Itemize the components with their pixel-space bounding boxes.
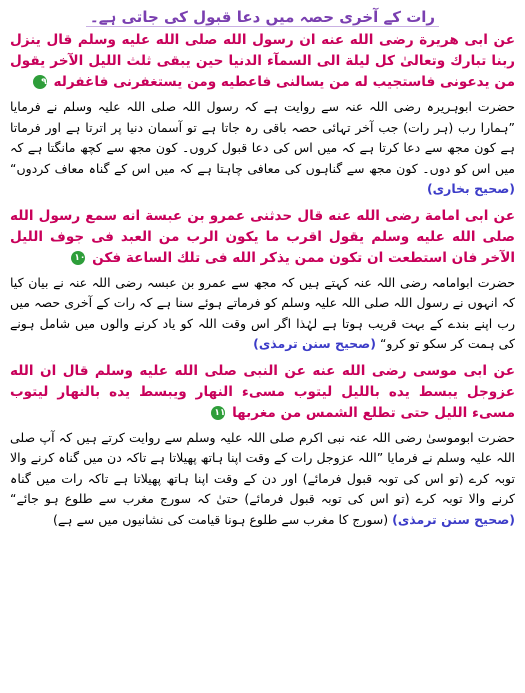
hadith-2-reference: (صحیح سنن ترمذی) [253,336,376,351]
hadith-2-number-badge: ۱۰ [71,251,85,265]
hadith-1-arabic-text: عن ابی هریرة رضی الله عنه ان رسول الله صلی الله علیه وسلم قال ینزل ربنا تبارك وتعالیٰ کل لیلة الی السمآء الدنیا حین یبقی ثلث اللیل الآخر یقول من یدعونی فاستجیب له من یسالنی فاعطیه ومن یستغفرنی فاغفرله [10,32,515,90]
hadith-block-3 [10,361,515,531]
hadith-block-2 [10,206,515,355]
page-heading-text: رات کے آخری حصہ میں دعا قبول کی جاتی ہے۔ [86,8,439,27]
page-heading [10,8,515,26]
hadith-1-number-badge: ۹ [33,75,47,89]
hadith-3-translation [10,428,515,531]
hadith-3-arabic [10,361,515,424]
hadith-3-urdu-text: حضرت ابوموسیٰ رضی اللہ عنہ نبی اکرم صلی اللہ علیہ وسلم سے روایت کرتے ہیں کہ آپ صلی اللہ علیہ وسلم نے فرمایا ”اللہ عزوجل رات کے وقت اپنا ہاتھ پھیلاتا ہے تاکہ دن میں گناہ کرنے والا توبہ کرے (تو اس کی توبہ قبول فرمائے) اور دن کے وقت اپنا ہاتھ پھیلاتا ہے تاکہ رات میں گناہ کرنے والا توبہ کرے (تو اس کی توبہ قبول فرمائے) حتیٰ کہ سورج مغرب سے طلوع ہو جائے“ [10,429,515,506]
hadith-2-translation [10,273,515,355]
hadith-2-urdu-text: حضرت ابوامامہ رضی اللہ عنہ کہتے ہیں کہ مجھ سے عمرو بن عبسہ رضی اللہ عنہ نے بیان کیا کہ انہوں نے رسول اللہ صلی اللہ علیہ وسلم کو فرماتے ہوئے سنا ہے کہ رات کے آخری حصہ میں رب اپنے بندے کے بہت قریب ہوتا ہے لہٰذا اگر اس وقت اللہ کو یاد کرنے والوں میں شامل ہونے کی ہمت کر سکو تو کرو“ [10,274,515,351]
hadith-1-translation [10,97,515,200]
hadith-block-1 [10,30,515,200]
hadith-2-arabic-text: عن ابی امامة رضی الله عنه قال حدثنی عمرو بن عبسة انه سمع رسول الله صلی الله علیه وسلم یقول اقرب ما یکون الرب من العبد فی جوف اللیل الآخر فان استطعت ان تکون ممن یذکر الله فی تلك الساعة فکن [10,207,515,266]
hadith-1-arabic [10,30,515,93]
hadith-2-arabic [10,206,515,269]
hadith-3-arabic-text: عن ابی موسی رضی الله عنه عن النبی صلی الله علیه وسلم قال ان الله عزوجل یبسط یده باللیل لیتوب مسیء النهار ویبسط یده بالنهار لیتوب مسیء اللیل حتی تطلع الشمس من مغربها [10,362,515,421]
hadith-1-reference: (صحیح بخاری) [426,181,515,196]
hadith-3-reference: (صحیح سنن ترمذی) [392,511,515,527]
hadith-1-urdu-text: حضرت ابوہریرہ رضی اللہ عنہ سے روایت ہے کہ رسول اللہ صلی اللہ علیہ وسلم نے فرمایا ”ہمارا رب (ہر رات) جب آخر تہائی حصہ باقی رہ جاتا ہے تو آسمان دنیا پر اترتا ہے اور فرماتا ہے کون مجھ سے دعا کرتا ہے کہ میں اس کی دعا قبول کروں۔ کون مجھ سے کچھ مانگتا ہے کہ میں اس کو دوں۔ کون مجھ سے گناہوں کی معافی چاہتا ہے کہ میں اس کے گناہ معاف کردوں“ [10,99,515,176]
hadith-3-note: (سورج کا مغرب سے طلوع ہونا قیامت کی نشانیوں میں سے ہے) [52,511,389,527]
hadith-3-number-badge: ۱۱ [211,406,225,420]
